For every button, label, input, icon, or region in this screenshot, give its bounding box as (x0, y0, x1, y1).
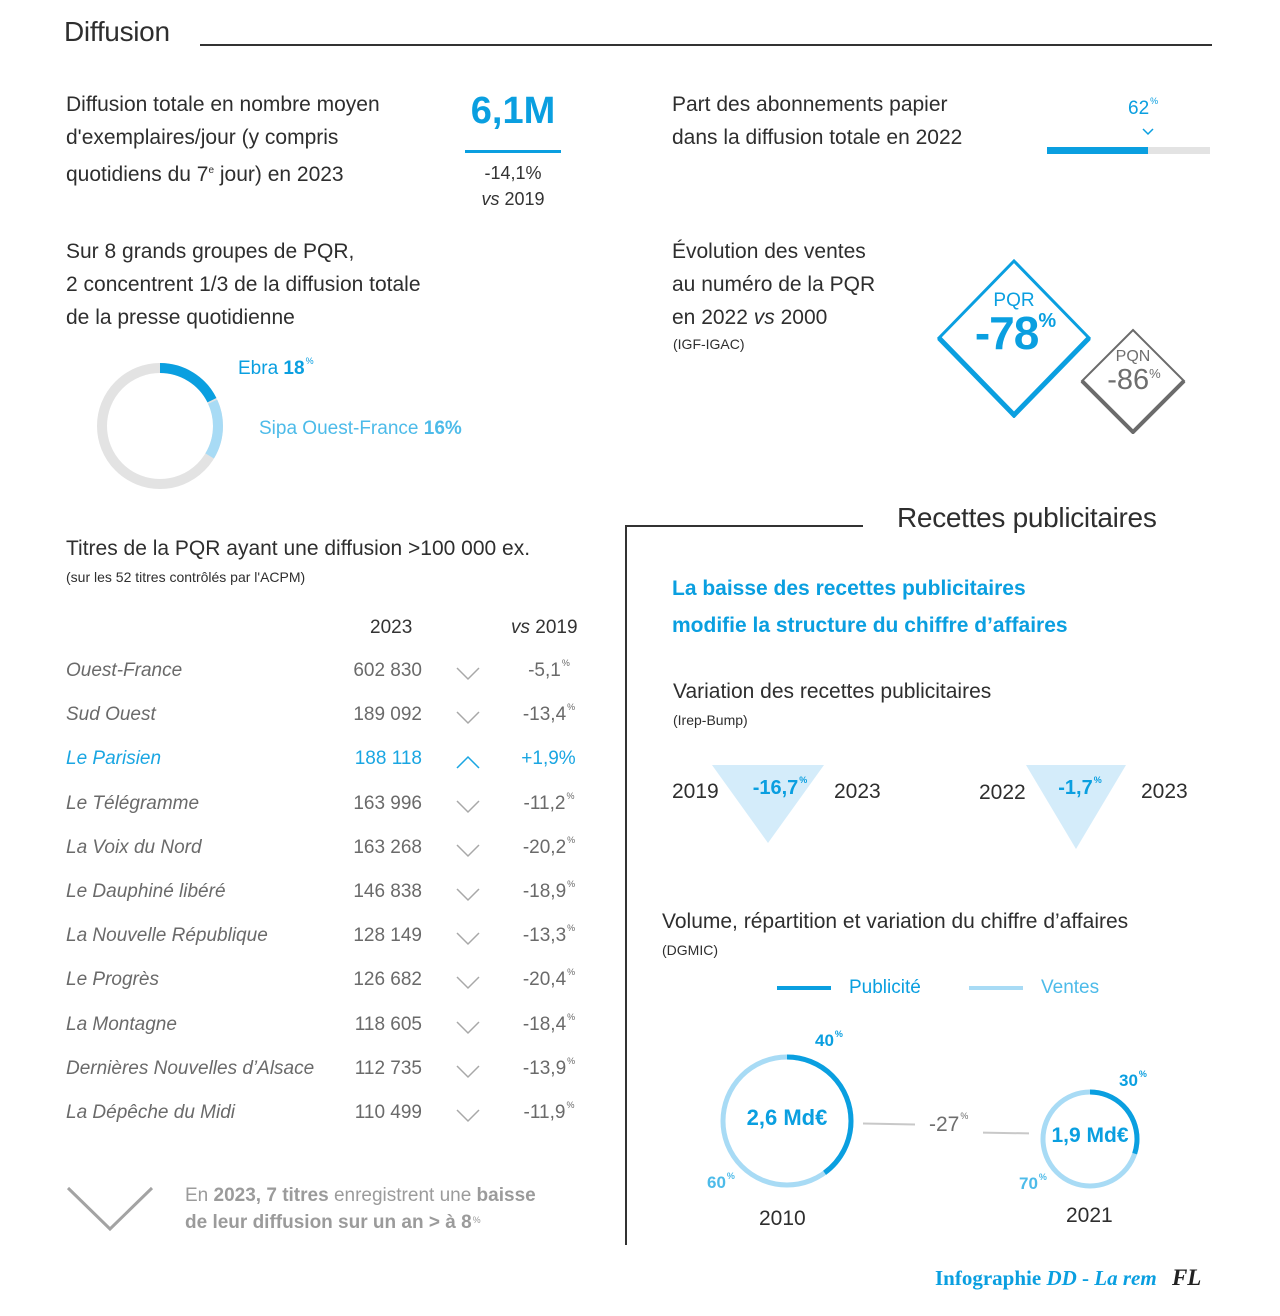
variation-1-from: 2019 (672, 780, 719, 803)
donut-2021-ventes-pct: 70% (1019, 1172, 1047, 1193)
total-diffusion-label: Diffusion totale en nombre moyen d'exemplaires/jour (y compris quotidiens du 7e jour) en 2023 (66, 93, 380, 186)
row-title: La Montagne (66, 1013, 177, 1035)
variation-2-from: 2022 (979, 781, 1026, 804)
donut-2010-ventes-pct: 60% (707, 1171, 735, 1192)
variation-title: Variation des recettes publicitaires (673, 680, 992, 703)
row-value-2023: 110 499 (354, 1102, 422, 1123)
connector-line-left (863, 1123, 915, 1126)
row-value-2023: 112 735 (354, 1057, 422, 1079)
chevron-down-icon (456, 797, 480, 815)
table-row (66, 1011, 586, 1044)
row-value-2023: 602 830 (353, 660, 422, 681)
table-row (66, 881, 586, 911)
section-title-ads: Recettes publicitaires (897, 502, 1157, 533)
pqn-label: PQN (1115, 348, 1151, 365)
row-title: Sud Ouest (66, 704, 156, 726)
section-title-diffusion: Diffusion (64, 16, 170, 47)
row-value-2023: 146 838 (353, 881, 422, 902)
subscriptions-value: 62% (1128, 96, 1159, 119)
donut-2021-pub-pct: 30% (1119, 1069, 1147, 1090)
row-change-vs2019: -13,3% (522, 923, 576, 947)
table-row (66, 1055, 586, 1088)
row-change-vs2019: -11,2% (523, 790, 575, 814)
chevron-down-icon (456, 973, 480, 991)
row-title: La Voix du Nord (66, 836, 202, 858)
variation-2-value: -1,7% (1058, 775, 1102, 799)
row-title: La Nouvelle République (66, 925, 268, 947)
subscriptions-label: Part des abonnements papier dans la diffusion totale en 2022 (672, 93, 963, 149)
chevron-down-icon (1142, 124, 1154, 134)
row-change-vs2019: -20,4% (522, 967, 576, 991)
chevron-down-icon (456, 885, 480, 903)
col-header-vs2019: vs 2019 (511, 617, 578, 638)
row-value-2023: 126 682 (353, 969, 422, 991)
chevron-down-icon (456, 1018, 480, 1036)
row-value-2023: 163 268 (353, 836, 422, 858)
row-title: Ouest-France (66, 660, 183, 681)
row-change-vs2019: -5,1% (528, 658, 570, 681)
sipa-label: Sipa Ouest-France 16% (259, 418, 462, 439)
legend-ventes: Ventes (969, 977, 1099, 999)
total-diffusion-underline (465, 150, 561, 153)
chevron-down-icon (456, 708, 480, 726)
infographic-credit: Infographie DD - La rem FL (935, 1265, 1202, 1290)
chevron-up-icon (456, 752, 480, 770)
row-value-2023: 188 118 (354, 748, 422, 770)
row-change-vs2019: -18,4% (522, 1011, 576, 1035)
titles-table-title: Titres de la PQR ayant une diffusion >100 000 ex. (66, 537, 531, 560)
groups-donut-chart (96, 362, 224, 490)
total-diffusion-vs: vs 2019 (481, 189, 545, 209)
table-row (66, 834, 586, 867)
pqn-value: -86% (1107, 364, 1161, 396)
row-change-vs2019: +1,9% (521, 748, 576, 770)
row-title: Le Télégramme (66, 792, 200, 814)
donut-2010-total: 2,6 Md€ (746, 1105, 828, 1130)
legend-ventes-swatch (969, 986, 1023, 990)
table-row (66, 660, 586, 690)
row-change-vs2019: -11,9% (523, 1100, 575, 1123)
section-divider (200, 44, 1212, 46)
revenue-change: -27% (929, 1111, 969, 1136)
subscriptions-progress-fill (1047, 147, 1148, 154)
row-title: Dernières Nouvelles d’Alsace (66, 1057, 315, 1079)
variation-1-value: -16,7% (752, 775, 808, 799)
pqr-value: -78% (974, 307, 1056, 359)
chevron-down-icon (456, 929, 480, 947)
row-title: Le Progrès (66, 969, 159, 991)
chevron-down-icon (456, 1062, 480, 1080)
revenue-source: (DGMIC) (662, 942, 718, 958)
variation-2-to: 2023 (1141, 780, 1188, 803)
pqr-label: PQR (993, 290, 1035, 311)
row-title: Le Dauphiné libéré (66, 881, 226, 902)
ads-section-top-rule (625, 525, 863, 527)
chevron-down-icon (456, 1106, 480, 1124)
sales-evolution-label: Évolution des ventes au numéro de la PQR en 2022 vs 2000 (672, 240, 876, 329)
donut-2010-year: 2010 (759, 1207, 806, 1230)
revenue-title: Volume, répartition et variation du chiffre d’affaires (662, 910, 1129, 933)
table-row (66, 748, 586, 778)
row-title: La Dépêche du Midi (66, 1102, 235, 1123)
donut-2021-year: 2021 (1066, 1204, 1113, 1227)
subscriptions-progress-track (1047, 147, 1210, 154)
sales-source: (IGF-IGAC) (673, 336, 745, 352)
variation-source: (Irep-Bump) (673, 712, 748, 728)
ads-section-left-rule (625, 525, 627, 1245)
legend-publicite: Publicité (777, 977, 921, 999)
variation-1-to: 2023 (834, 780, 881, 803)
table-row (66, 704, 586, 734)
titles-table-subtitle: (sur les 52 titres contrôlés par l'ACPM) (66, 569, 306, 585)
row-change-vs2019: -13,4% (522, 702, 576, 726)
titles-footnote: En 2023, 7 titres enregistrent une baisse de leur diffusion sur un an > à 8% (185, 1185, 536, 1233)
row-change-vs2019: -13,9% (522, 1055, 576, 1079)
row-change-vs2019: -18,9% (522, 879, 576, 902)
chevron-down-icon (456, 841, 480, 859)
row-value-2023: 189 092 (353, 704, 422, 726)
row-value-2023: 128 149 (353, 925, 422, 947)
row-change-vs2019: -20,2% (522, 834, 576, 858)
chevron-down-icon (456, 664, 480, 682)
table-row (66, 969, 586, 999)
donut-2010-pub-pct: 40% (815, 1029, 843, 1050)
row-value-2023: 118 605 (354, 1013, 422, 1035)
connector-line-right (983, 1132, 1029, 1135)
ads-headline: La baisse des recettes publicitaires modifie la structure du chiffre d’affaires (672, 577, 1068, 637)
table-row (66, 1102, 586, 1132)
row-title: Le Parisien (66, 748, 162, 770)
donut-2021-total: 1,9 Md€ (1051, 1124, 1129, 1147)
total-diffusion-change: -14,1% (484, 163, 542, 183)
table-row (66, 925, 586, 955)
groups-label: Sur 8 grands groupes de PQR, 2 concentrent 1/3 de la diffusion totale de la presse quotidienne (66, 240, 421, 329)
chevron-down-large-icon (66, 1186, 154, 1232)
col-header-2023: 2023 (370, 617, 413, 638)
total-diffusion-value: 6,1M (470, 90, 556, 132)
row-value-2023: 163 996 (353, 792, 422, 814)
ebra-label: Ebra 18% (238, 356, 314, 379)
table-row (66, 790, 586, 823)
legend-publicite-swatch (777, 986, 831, 990)
